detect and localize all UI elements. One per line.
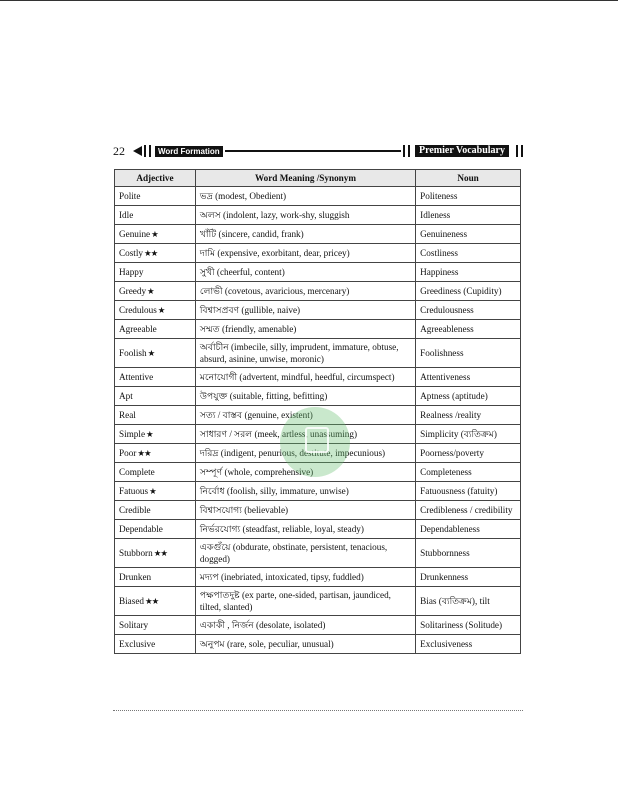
- noun-cell: Stubbornness: [416, 539, 521, 568]
- importance-star-icon: ★: [157, 305, 165, 315]
- adjective-text: Credible: [119, 505, 151, 515]
- adjective-text: Fatuous: [119, 486, 149, 496]
- meaning-cell: বিশ্বাসযোগ্য (believable): [195, 501, 415, 520]
- noun-cell: Costliness: [416, 244, 521, 263]
- meaning-cell: পক্ষপাতদুষ্ট (ex parte, one-sided, partisan, jaundiced, tilted, slanted): [195, 587, 415, 616]
- header-rule: [225, 150, 401, 152]
- table-row: [115, 320, 521, 339]
- adjective-text: Dependable: [119, 524, 163, 534]
- meaning-cell: সুখী (cheerful, content): [195, 263, 415, 282]
- header-bar-decoration: [149, 145, 151, 157]
- adjective-cell: [115, 225, 196, 244]
- adjective-text: Complete: [119, 467, 155, 477]
- adjective-text: Poor: [119, 448, 137, 458]
- header-bar-decoration: [408, 145, 410, 157]
- table-row: [115, 520, 521, 539]
- adjective-text: Polite: [119, 191, 141, 201]
- adjective-text: Credulous: [119, 305, 157, 315]
- adjective-text: Agreeable: [119, 324, 157, 334]
- table-row: [115, 587, 521, 616]
- adjective-text: Real: [119, 410, 136, 420]
- watermark-seal: [280, 407, 350, 477]
- noun-cell: Realness /reality: [416, 406, 521, 425]
- adjective-cell: [115, 406, 196, 425]
- adjective-text: Attentive: [119, 372, 154, 382]
- adjective-text: Genuine: [119, 229, 151, 239]
- noun-cell: Exclusiveness: [416, 635, 521, 654]
- adjective-cell: [115, 482, 196, 501]
- adjective-cell: [115, 444, 196, 463]
- noun-cell: Poorness/poverty: [416, 444, 521, 463]
- meaning-cell: বিশ্বাসপ্রবণ (gullible, naive): [195, 301, 415, 320]
- table-row: [115, 282, 521, 301]
- adjective-cell: [115, 616, 196, 635]
- table-row: [115, 387, 521, 406]
- noun-cell: Greediness (Cupidity): [416, 282, 521, 301]
- meaning-cell: ভদ্র (modest, Obedient): [195, 187, 415, 206]
- adjective-text: Apt: [119, 391, 133, 401]
- meaning-cell: অর্বাচীন (imbecile, silly, imprudent, immature, obtuse, absurd, asinine, unwise, moronic): [195, 339, 415, 368]
- importance-star-icon: ★★: [137, 448, 151, 458]
- adjective-text: Idle: [119, 210, 134, 220]
- adjective-cell: [115, 568, 196, 587]
- noun-cell: Credibleness / credibility: [416, 501, 521, 520]
- table-row: [115, 501, 521, 520]
- meaning-cell: একাকী , নির্জন (desolate, isolated): [195, 616, 415, 635]
- meaning-cell: মনোযোগী (advertent, mindful, heedful, circumspect): [195, 368, 415, 387]
- meaning-cell: লোভী (covetous, avaricious, mercenary): [195, 282, 415, 301]
- importance-star-icon: ★: [147, 348, 155, 358]
- table-row: [115, 339, 521, 368]
- meaning-cell: উপযুক্ত (suitable, fitting, befitting): [195, 387, 415, 406]
- header-bar-decoration: [516, 145, 518, 157]
- adjective-cell: [115, 244, 196, 263]
- noun-cell: Bias (ব্যতিক্রম), tilt: [416, 587, 521, 616]
- adjective-text: Drunken: [119, 572, 152, 582]
- noun-cell: Fatuousness (fatuity): [416, 482, 521, 501]
- table-row: [115, 206, 521, 225]
- page-number: 22: [113, 144, 125, 158]
- adjective-cell: [115, 320, 196, 339]
- importance-star-icon: ★: [151, 229, 158, 239]
- adjective-cell: [115, 206, 196, 225]
- meaning-cell: সাধারণ / সরল (meek, artless, unassuming): [195, 425, 415, 444]
- meaning-cell: অনুপম (rare, sole, peculiar, unusual): [195, 635, 415, 654]
- adjective-cell: [115, 282, 196, 301]
- table-header-row: [115, 170, 521, 187]
- adjective-cell: [115, 368, 196, 387]
- table-row: [115, 616, 521, 635]
- meaning-cell: নির্বোধ (foolish, silly, immature, unwise): [195, 482, 415, 501]
- table-row: [115, 301, 521, 320]
- noun-cell: Dependableness: [416, 520, 521, 539]
- adjective-cell: [115, 339, 196, 368]
- table-row: [115, 539, 521, 568]
- adjective-text: Stubborn: [119, 548, 153, 558]
- adjective-cell: [115, 187, 196, 206]
- noun-cell: Foolishness: [416, 339, 521, 368]
- meaning-cell: সম্পূর্ণ (whole, comprehensive): [195, 463, 415, 482]
- adjective-cell: [115, 463, 196, 482]
- table-row: [115, 263, 521, 282]
- table-row: [115, 482, 521, 501]
- page-header: [113, 144, 523, 159]
- noun-cell: Solitariness (Solitude): [416, 616, 521, 635]
- book-icon: [305, 427, 329, 453]
- top-border-line: [0, 0, 618, 1]
- adjective-text: Costly: [119, 248, 143, 258]
- footer-dotted-rule: [113, 710, 523, 711]
- noun-cell: Aptness (aptitude): [416, 387, 521, 406]
- adjective-cell: [115, 520, 196, 539]
- table-row: [115, 635, 521, 654]
- importance-star-icon: ★★: [144, 248, 158, 258]
- header-bar-decoration: [403, 145, 405, 157]
- noun-cell: Happiness: [416, 263, 521, 282]
- left-arrow-icon: [133, 146, 142, 156]
- noun-cell: Simplicity (ব্যতিক্রম): [416, 425, 521, 444]
- adjective-text: Exclusive: [119, 639, 156, 649]
- column-header-noun: Noun: [416, 170, 521, 187]
- meaning-cell: একগুঁয়ে (obdurate, obstinate, persistent, tenacious, dogged): [195, 539, 415, 568]
- noun-cell: Attentiveness: [416, 368, 521, 387]
- importance-star-icon: ★★: [153, 548, 167, 558]
- noun-cell: Completeness: [416, 463, 521, 482]
- column-header-meaning: Word Meaning /Synonym: [195, 170, 415, 187]
- table-row: [115, 225, 521, 244]
- header-bar-decoration: [144, 145, 146, 157]
- header-bar-decoration: [521, 145, 523, 157]
- adjective-text: Happy: [119, 267, 144, 277]
- table-row: [115, 244, 521, 263]
- table-row: [115, 568, 521, 587]
- table-row: [115, 187, 521, 206]
- noun-cell: Credulousness: [416, 301, 521, 320]
- importance-star-icon: ★: [147, 286, 154, 296]
- meaning-cell: খাঁটি (sincere, candid, frank): [195, 225, 415, 244]
- adjective-cell: [115, 263, 196, 282]
- meaning-cell: দামি (expensive, exorbitant, dear, pricey): [195, 244, 415, 263]
- meaning-cell: সম্মত (friendly, amenable): [195, 320, 415, 339]
- adjective-cell: [115, 539, 196, 568]
- noun-cell: Politeness: [416, 187, 521, 206]
- meaning-cell: অলস (indolent, lazy, work-shy, sluggish: [195, 206, 415, 225]
- meaning-cell: দরিদ্র (indigent, penurious, destitute, impecunious): [195, 444, 415, 463]
- meaning-cell: সত্য / বাস্তব (genuine, existent): [195, 406, 415, 425]
- adjective-cell: [115, 635, 196, 654]
- meaning-cell: মদ্যপ (inebriated, intoxicated, tipsy, fuddled): [195, 568, 415, 587]
- noun-cell: Agreeableness: [416, 320, 521, 339]
- column-header-adjective: Adjective: [115, 170, 196, 187]
- adjective-cell: [115, 425, 196, 444]
- meaning-cell: নির্ভরযোগ্য (steadfast, reliable, loyal, steady): [195, 520, 415, 539]
- adjective-text: Simple: [119, 429, 146, 439]
- adjective-text: Solitary: [119, 620, 149, 630]
- noun-cell: Idleness: [416, 206, 521, 225]
- importance-star-icon: ★: [149, 486, 156, 496]
- adjective-cell: [115, 387, 196, 406]
- adjective-text: Greedy: [119, 286, 147, 296]
- importance-star-icon: ★★: [145, 596, 159, 606]
- noun-cell: Genuineness: [416, 225, 521, 244]
- adjective-cell: [115, 501, 196, 520]
- adjective-text: Foolish: [119, 348, 147, 358]
- adjective-cell: [115, 587, 196, 616]
- adjective-cell: [115, 301, 196, 320]
- table-row: [115, 368, 521, 387]
- book-title: Premier Vocabulary: [415, 145, 509, 157]
- noun-cell: Drunkenness: [416, 568, 521, 587]
- section-label: Word Formation: [155, 146, 223, 157]
- importance-star-icon: ★: [146, 429, 153, 439]
- adjective-text: Biased: [119, 596, 145, 606]
